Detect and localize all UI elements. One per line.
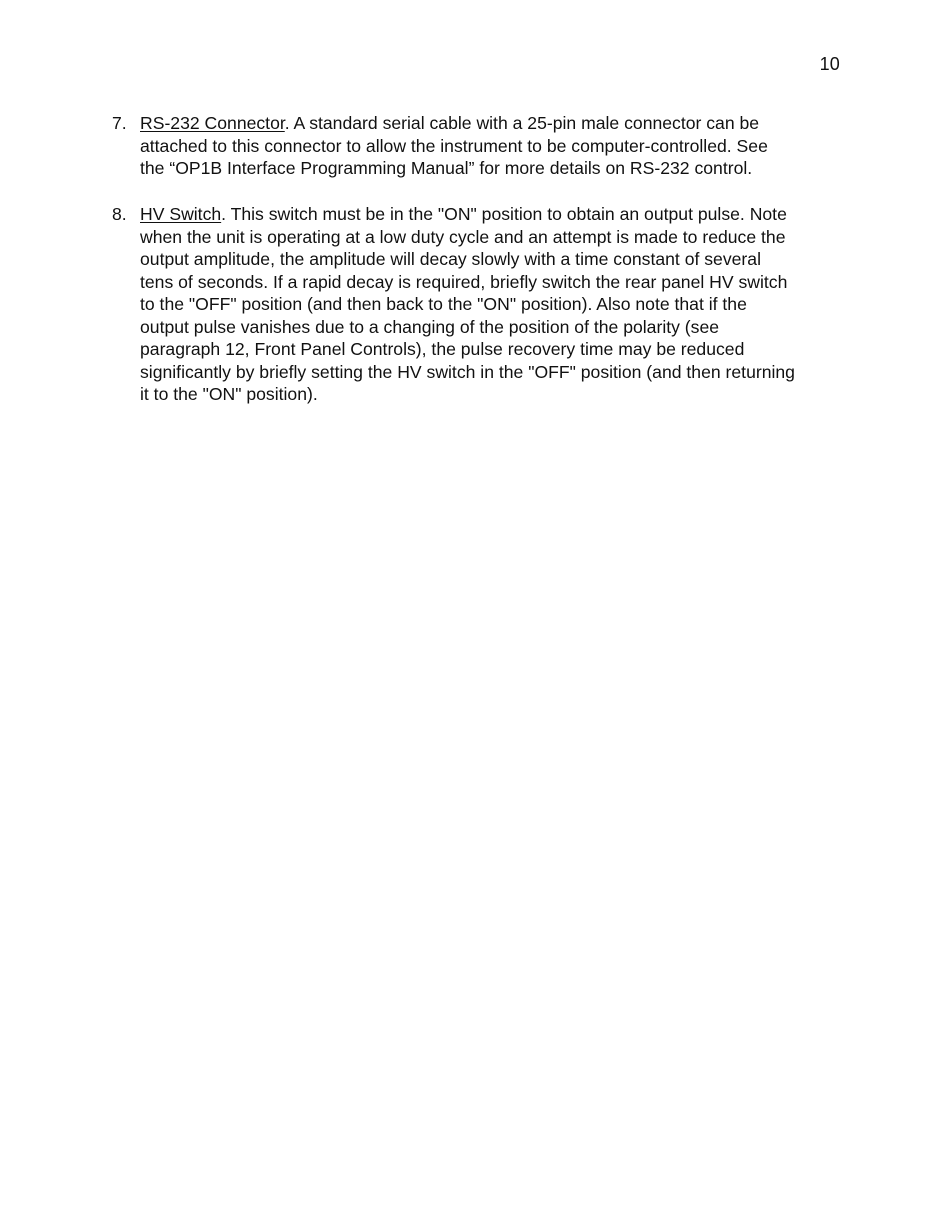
item-line: attached to this connector to allow the instrument to be computer-controlled. See <box>140 135 768 156</box>
item-number: 8. <box>112 204 127 224</box>
page-number: 10 <box>819 54 840 74</box>
item-first-line <box>140 112 852 135</box>
item-first-line-text: . This switch must be in the "ON" position to obtain an output pulse. Note <box>221 204 787 224</box>
list-item-hv-switch <box>112 203 852 406</box>
list-item-rs232-connector <box>112 112 852 180</box>
item-number: 7. <box>112 113 127 133</box>
item-heading: RS-232 Connector <box>140 113 285 133</box>
item-line: output amplitude, the amplitude will decay slowly with a time constant of several <box>140 249 761 269</box>
item-line: the “OP1B Interface Programming Manual” for more details on RS-232 control. <box>140 158 753 178</box>
item-first-line-text: . A standard serial cable with a 25-pin male connector can be <box>284 113 760 133</box>
item-line: when the unit is operating at a low duty cycle and an attempt is made to reduce the <box>140 226 786 247</box>
item-line: tens of seconds. If a rapid decay is required, briefly switch the rear panel HV switch <box>140 271 788 292</box>
item-line: output pulse vanishes due to a changing of the position of the polarity (see <box>140 316 720 337</box>
item-line: it to the "ON" position). <box>140 384 318 404</box>
item-first-line <box>140 203 852 226</box>
item-line: paragraph 12, Front Panel Controls), the pulse recovery time may be reduced <box>140 339 745 359</box>
item-heading: HV Switch <box>140 204 222 224</box>
item-line: significantly by briefly setting the HV switch in the "OFF" position (and then returning <box>140 361 795 382</box>
item-body <box>140 203 852 406</box>
item-line: to the "OFF" position (and then back to the "ON" position). Also note that if the <box>140 294 747 314</box>
item-body <box>140 112 852 180</box>
